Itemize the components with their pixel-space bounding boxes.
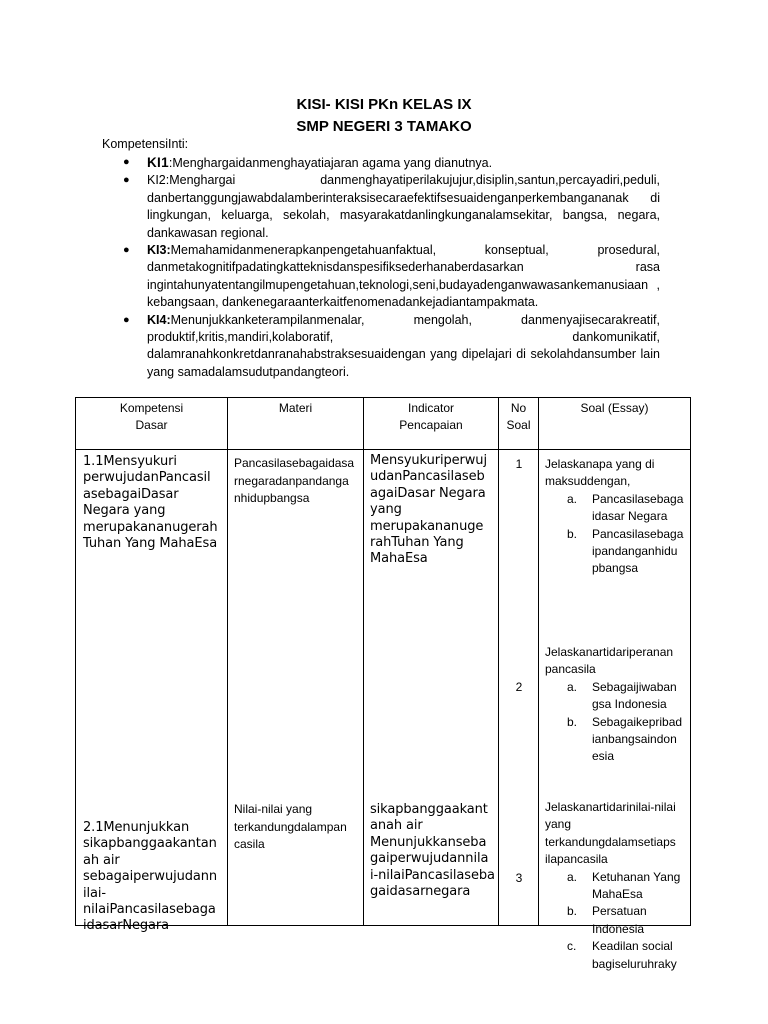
- question-option: b. Pancasilasebaga ipandanganhidu pbangsa: [567, 526, 684, 576]
- soal-number-1: 1: [515, 457, 523, 471]
- materi-item-2: Nilai-nilai yang terkandungdalampan casila: [234, 802, 347, 851]
- indicator-item-1: Mensyukuriperwuj udanPancasilaseb agaiDasar Negara yang merupakananuge rahTuhan Yang MahaEsa: [370, 453, 487, 567]
- ki-item-3: [123, 242, 660, 312]
- ki-text: Menunjukkanketerampilanmenalar, mengolah, danmenyajisecarakreatif, produktif,kritis,mandiri,kolaboratif, dankomunikatif, dalamranahkonkretdanranahabstraksesuaidengan yang dipelajari di sekolahdansumber lain yang samadalamsudutpandangteori.: [147, 312, 660, 379]
- question-prompt: Jelaskanartidariperanan pancasila: [545, 645, 674, 677]
- soal-number-3: 3: [515, 871, 523, 885]
- cell-soal-essay: [539, 450, 691, 971]
- bullet-icon: ●: [123, 244, 130, 257]
- header-indicator: Indicator Pencapaian: [364, 398, 499, 450]
- question-prompt: Jelaskanapa yang di maksuddengan,: [545, 457, 655, 489]
- bullet-icon: ●: [123, 156, 130, 168]
- header-kompetensi-dasar: Kompetensi Dasar: [76, 398, 228, 450]
- ki-text: :Menghargaidanmenghayatiajaran agama yang dianutnya.: [168, 156, 493, 170]
- kd-item-2: 2.1Menunjukkan sikapbanggaakantan ah air sebagaiperwujudann ilai-nilaiPancasilasebaga idasarNegara: [83, 820, 218, 934]
- question-prompt: Jelaskanartidarinilai-nilai yang terkandungdalamsetiaps ilapancasila: [545, 800, 676, 867]
- cell-materi: [228, 450, 364, 926]
- ki-code: KI2: [147, 173, 166, 188]
- question-option: b. Persatuan Indonesia: [567, 904, 647, 936]
- ki-code: KI4:: [147, 312, 171, 327]
- header-materi: Materi: [228, 398, 364, 450]
- ki-text: Memahamidanmenerapkanpengetahuanfaktual, konseptual, prosedural, danmetakognitifpadatingkatteknisdanspesifiksederhanaberdasarkan rasa ingintahunyatentangilmupengetahuan,teknologi,seni,budayadenganwawasankemanusiaan , kebangsaan, dankenegaraanterkaitfenomenadankejadiantampakmata.: [147, 243, 660, 310]
- question-option: a. Ketuhanan Yang MahaEsa: [567, 869, 681, 902]
- question-3: [545, 799, 690, 973]
- bullet-icon: ●: [123, 313, 130, 326]
- question-option: a. Pancasilasebaga idasar Negara: [567, 491, 684, 524]
- indicator-item-2: sikapbanggaakant anah air Menunjukkanseba gaiperwujudannila i-nilaiPancasilaseba gaidasarnegara: [370, 802, 495, 900]
- header-soal-essay: Soal (Essay): [539, 398, 691, 450]
- question-2: [545, 644, 690, 766]
- materi-item-1: Pancasilasebagaidasa rnegaradanpandanga nhidupbangsa: [234, 456, 355, 505]
- ki-text: :Menghargai danmenghayatiperilakujujur,disiplin,santun,percayadiri,peduli, danbertanggungjawabdalamberinteraksisecaraefektifsesuaidenganperkembangananak di lingkungan, keluarga, sekolah, masyarakatdanlingkunganalamsekitar, bangsa, negara, dankawasan regional.: [147, 173, 660, 240]
- bullet-icon: ●: [123, 174, 130, 187]
- cell-no-soal: [499, 450, 539, 926]
- question-option: c. Keadilan social bagiseluruhraky: [567, 939, 677, 971]
- cell-kompetensi-dasar: [76, 450, 228, 934]
- table-header-row: [76, 398, 691, 450]
- kd-item-1: 1.1Mensyukuri perwujudanPancasil asebagaiDasar Negara yang merupakananugerah Tuhan Yang MahaEsa: [83, 454, 218, 552]
- table-row: [76, 450, 691, 926]
- question-option: b. Sebagaikepribad ianbangsaindon esia: [567, 714, 683, 764]
- ki-heading: KompetensiInti:: [102, 137, 189, 151]
- question-option: a. Sebagaijiwaban gsa Indonesia: [567, 679, 677, 712]
- ki-item-2: [123, 172, 660, 242]
- ki-item-4: [123, 312, 660, 382]
- ki-code: KI1: [147, 155, 169, 170]
- question-1: [545, 456, 690, 578]
- ki-list: [123, 154, 660, 381]
- soal-number-2: 2: [515, 680, 523, 694]
- cell-indicator: [364, 450, 499, 926]
- document-title: KISI- KISI PKn KELAS IX: [296, 96, 472, 113]
- document-subtitle: SMP NEGERI 3 TAMAKO: [296, 118, 472, 135]
- kisi-table: [75, 397, 691, 971]
- ki-item-1: [123, 154, 660, 172]
- ki-code: KI3:: [147, 243, 171, 258]
- header-no-soal: No Soal: [499, 398, 539, 450]
